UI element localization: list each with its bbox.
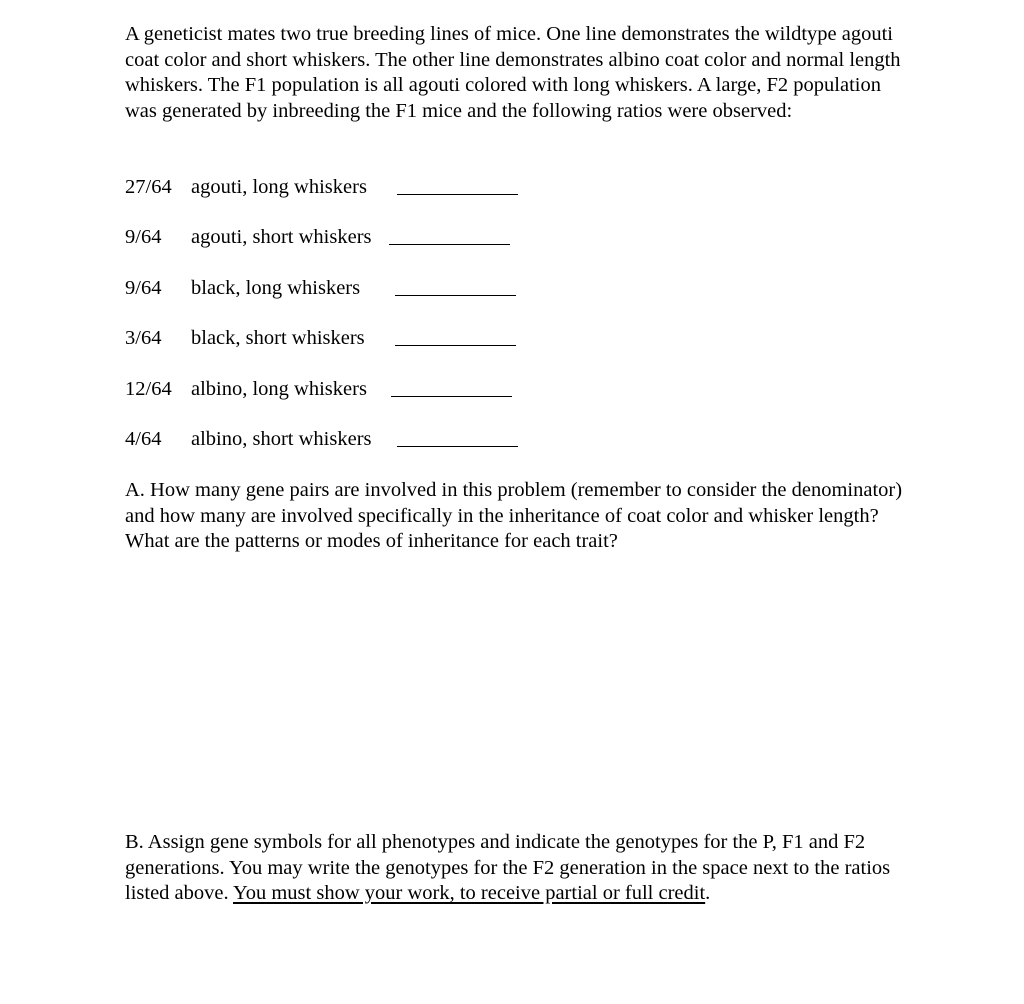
ratio-phenotype: black, short whiskers xyxy=(191,327,365,350)
ratio-phenotype: albino, short whiskers xyxy=(191,427,372,450)
ratio-phenotype: agouti, long whiskers xyxy=(191,176,367,198)
ratio-row-agouti-short xyxy=(125,224,605,274)
ratio-row-black-long xyxy=(125,275,605,325)
genotype-answer-blank[interactable] xyxy=(389,244,510,245)
ratio-row-albino-short xyxy=(125,426,605,476)
question-a: A. How many gene pairs are involved in this problem (remember to consider the denominator) and how many are involved specifically in the inheritance of coat color and whisker length? What are the patterns or modes of inheritance for each trait? xyxy=(125,479,903,552)
ratio-fraction: 12/64 xyxy=(125,377,172,400)
ratio-phenotype: agouti, short whiskers xyxy=(191,226,372,249)
genotype-answer-blank[interactable] xyxy=(391,396,512,397)
ratio-row-black-short xyxy=(125,325,605,375)
ratio-list xyxy=(125,174,605,476)
genotype-answer-blank[interactable] xyxy=(395,345,516,346)
genotype-answer-blank[interactable] xyxy=(397,446,518,447)
question-b-text: B. Assign gene symbols for all phenotypes and indicate the genotypes for the P, F1 and F2 generations. You may write the genotypes for the F2 generation in the space next to the ratios listed above. xyxy=(125,831,891,904)
ratio-fraction: 4/64 xyxy=(125,427,162,450)
ratio-fraction: 27/64 xyxy=(125,176,172,198)
question-b-emphasis: You must show your work, to receive partial or full credit xyxy=(232,882,706,904)
ratio-fraction: 3/64 xyxy=(125,327,162,350)
ratio-phenotype: black, long whiskers xyxy=(191,276,361,299)
ratio-fraction: 9/64 xyxy=(125,276,162,299)
ratio-fraction: 9/64 xyxy=(125,226,162,249)
genotype-answer-blank[interactable] xyxy=(395,295,516,296)
ratio-row-agouti-long xyxy=(125,174,605,224)
question-b-end: . xyxy=(705,882,711,904)
problem-statement: A geneticist mates two true breeding lines of mice. One line demonstrates the wildtype agouti coat color and short whiskers. The other line demonstrates albino coat color and normal length whiskers. The F1 population is all agouti colored with long whiskers. A large, F2 population was generated by inbreeding the F1 mice and the following ratios were observed: xyxy=(125,23,901,122)
genotype-answer-blank[interactable] xyxy=(397,194,518,195)
question-b xyxy=(125,830,925,907)
ratio-row-albino-long xyxy=(125,376,605,426)
ratio-phenotype: albino, long whiskers xyxy=(191,377,367,400)
